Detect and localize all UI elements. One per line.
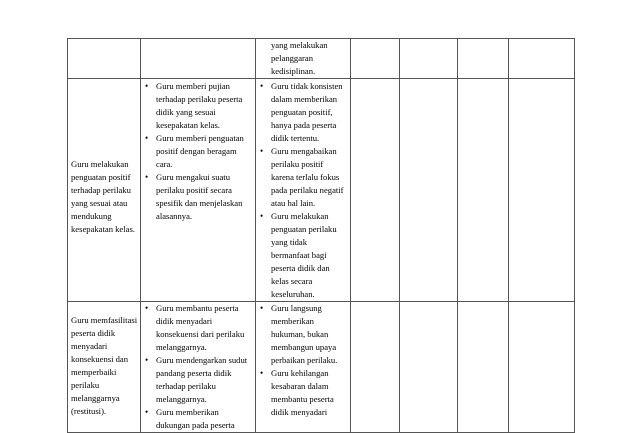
list-item: • Guru memberi penguatan positif dengan beragam cara. (145, 133, 244, 169)
score-cell (351, 302, 400, 433)
score-cell (351, 79, 400, 302)
score-cell (400, 39, 458, 79)
table-row (68, 79, 575, 302)
list-item: • Guru melakukan penguatan perilaku yang tidak bermanfaat bagi peserta didik dan kelas secara keseluruhan. (260, 211, 337, 299)
list-item: • Guru mengakui suatu perilaku positif secara spesifik dan menjelaskan alasannya. (145, 172, 243, 221)
bullet-icon: • (145, 355, 149, 365)
score-cell (458, 39, 509, 79)
bullet-icon: • (145, 133, 149, 143)
positive-behavior-cell (141, 79, 256, 302)
bullet-icon: • (145, 407, 149, 417)
list-item: • Guru mengabaikan perilaku positif karena terlalu fokus pada perilaku negatif atau hal lain. (260, 146, 344, 208)
bullet-icon: • (145, 303, 149, 313)
list-item: • Guru memberikan dukungan pada peserta (145, 407, 235, 430)
score-cell (509, 39, 575, 79)
positive-behavior-cell (141, 39, 256, 79)
bullet-icon: • (145, 81, 149, 91)
indicator-cell: Guru melakukan penguatan positif terhadap perilaku yang sesuai atau mendukung kesepakatan kelas. (68, 79, 141, 302)
list-item: • Guru membantu peserta didik menyadari konsekuensi dari perilaku melanggarnya. (145, 303, 245, 352)
bullet-icon: • (260, 146, 264, 156)
bullet-list (141, 302, 255, 432)
indicator-cell (68, 39, 141, 79)
negative-behavior-cell (256, 302, 351, 433)
score-cell (400, 79, 458, 302)
score-cell (509, 302, 575, 433)
score-cell (458, 302, 509, 433)
bullet-list (256, 79, 350, 301)
table-row (68, 302, 575, 433)
list-item: • Guru mendengarkan sudut pandang peserta didik terhadap perilaku melanggarnya. (145, 355, 248, 404)
bullet-icon: • (260, 368, 264, 378)
list-item: • Guru langsung memberikan hukuman, bukan membangun upaya perbaikan perilaku. (260, 303, 338, 365)
positive-behavior-cell (141, 302, 256, 433)
score-cell (458, 79, 509, 302)
continued-text: yang melakukan pelanggaran kedisiplinan. (271, 40, 328, 76)
score-cell (351, 39, 400, 79)
table-row (68, 39, 575, 79)
negative-behavior-cell (256, 79, 351, 302)
rubric-table (67, 38, 575, 433)
bullet-icon: • (145, 172, 149, 182)
bullet-list (141, 79, 255, 223)
list-item: • Guru tidak konsisten dalam memberikan penguatan positif, hanya pada peserta didik tertentu. (260, 81, 343, 143)
list-item: • Guru memberi pujian terhadap perilaku peserta didik yang sesuai kesepakatan kelas. (145, 81, 243, 130)
bullet-list (256, 302, 350, 419)
score-cell (400, 302, 458, 433)
list-item: • Guru kehilangan kesabaran dalam membantu peserta didik menyadari (260, 368, 334, 417)
bullet-icon: • (260, 211, 264, 221)
negative-behavior-cell (256, 39, 351, 79)
bullet-icon: • (260, 81, 264, 91)
score-cell (509, 79, 575, 302)
bullet-icon: • (260, 303, 264, 313)
indicator-cell: Guru memfasilitasi peserta didik menyadari konsekuensi dan memperbaiki perilaku melanggarnya (restitusi). (68, 302, 141, 433)
